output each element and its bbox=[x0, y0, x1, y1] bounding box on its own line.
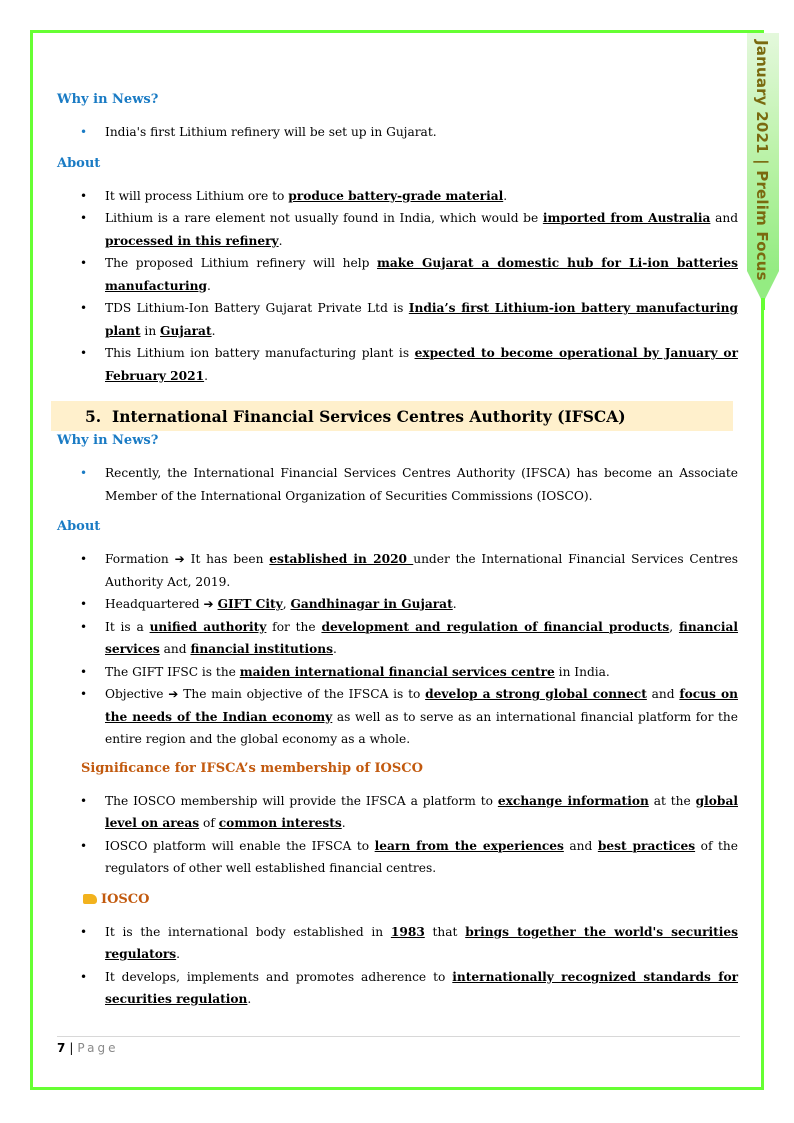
bullet-icon: • bbox=[80, 969, 88, 984]
list-item: • IOSCO platform will enable the IFSCA to learn from the experiences and best practices of the regulators of other well established financial centres. bbox=[57, 835, 738, 880]
section-heading-bar bbox=[51, 401, 733, 431]
bullet-icon: • bbox=[80, 838, 88, 853]
list-item: • Recently, the International Financial Services Centres Authority (IFSCA) has become an Associate Member of the International Organization of Securities Commissions (IOSCO). bbox=[57, 462, 738, 507]
lithium-about-list bbox=[57, 185, 738, 388]
pointing-hand-icon bbox=[83, 894, 97, 904]
bullet-icon: • bbox=[80, 687, 88, 701]
page-footer bbox=[57, 1041, 118, 1055]
list-item: • India's first Lithium refinery will be set up in Gujarat. bbox=[57, 121, 738, 144]
list-item: • This Lithium ion battery manufacturing plant is expected to become operational by January or February 2021. bbox=[57, 342, 738, 387]
significance-heading: Significance for IFSCA’s membership of IOSCO bbox=[81, 760, 423, 776]
side-banner-text: January 2021 | Prelim Focus bbox=[753, 40, 771, 281]
side-banner-stem bbox=[761, 298, 765, 310]
list-item: • Headquartered ➔ GIFT City, Gandhinagar in Gujarat. bbox=[57, 593, 738, 616]
bullet-icon: • bbox=[80, 597, 88, 611]
bullet-icon: • bbox=[80, 664, 88, 679]
bullet-icon: • bbox=[80, 466, 88, 480]
about-heading: About bbox=[57, 155, 101, 171]
about-heading: About bbox=[57, 519, 101, 534]
bullet-icon: • bbox=[80, 552, 88, 566]
bullet-icon: • bbox=[80, 301, 88, 315]
iosco-heading: IOSCO bbox=[83, 892, 738, 907]
iosco-list bbox=[57, 921, 738, 1011]
bullet-icon: • bbox=[80, 924, 88, 939]
bullet-icon: • bbox=[80, 211, 88, 225]
why-in-news-heading: Why in News? bbox=[57, 433, 159, 448]
why-in-news-heading: Why in News? bbox=[57, 92, 159, 107]
significance-list bbox=[57, 790, 738, 880]
bullet-icon: • bbox=[80, 256, 88, 270]
list-item: • It will process Lithium ore to produce battery-grade material. bbox=[57, 185, 738, 208]
list-item: • Objective ➔ The main objective of the IFSCA is to develop a strong global connect and focus on the needs of the Indian economy as well as to serve as an international financial platform for the entire region and the global economy as a whole. bbox=[57, 683, 738, 751]
footer-separator: | bbox=[69, 1041, 74, 1055]
page-content bbox=[57, 92, 738, 1011]
list-item: • It develops, implements and promotes adherence to internationally recognized standards for securities regulation. bbox=[57, 966, 738, 1011]
list-item: • It is a unified authority for the development and regulation of financial products, financial services and financial institutions. bbox=[57, 616, 738, 661]
page-number: 7 bbox=[57, 1041, 66, 1055]
bullet-icon: • bbox=[80, 188, 88, 203]
bullet-icon: • bbox=[80, 125, 88, 139]
list-item: • The GIFT IFSC is the maiden international financial services centre in India. bbox=[57, 661, 738, 684]
list-item: • Formation ➔ It has been established in 2020 under the International Financial Services Centres Authority Act, 2019. bbox=[57, 548, 738, 593]
bullet-icon: • bbox=[80, 793, 88, 808]
list-item: • The proposed Lithium refinery will help make Gujarat a domestic hub for Li-ion batteries manufacturing. bbox=[57, 252, 738, 297]
section-title: 5. International Financial Services Centres Authority (IFSCA) bbox=[85, 406, 626, 426]
bullet-icon: • bbox=[80, 346, 88, 360]
list-item: • It is the international body established in 1983 that brings together the world's securities regulators. bbox=[57, 921, 738, 966]
list-item: • The IOSCO membership will provide the IFSCA a platform to exchange information at the global level on areas of common interests. bbox=[57, 790, 738, 835]
lithium-why-list bbox=[57, 121, 738, 144]
ifsca-about-list bbox=[57, 548, 738, 751]
page-label: Page bbox=[77, 1041, 119, 1055]
ifsca-why-list bbox=[57, 462, 738, 507]
list-item: • Lithium is a rare element not usually found in India, which would be imported from Australia and processed in this refinery. bbox=[57, 207, 738, 252]
footer-divider bbox=[57, 1036, 740, 1037]
bullet-icon: • bbox=[80, 619, 88, 634]
list-item: • TDS Lithium-Ion Battery Gujarat Private Ltd is India’s first Lithium-ion battery manufacturing plant in Gujarat. bbox=[57, 297, 738, 342]
